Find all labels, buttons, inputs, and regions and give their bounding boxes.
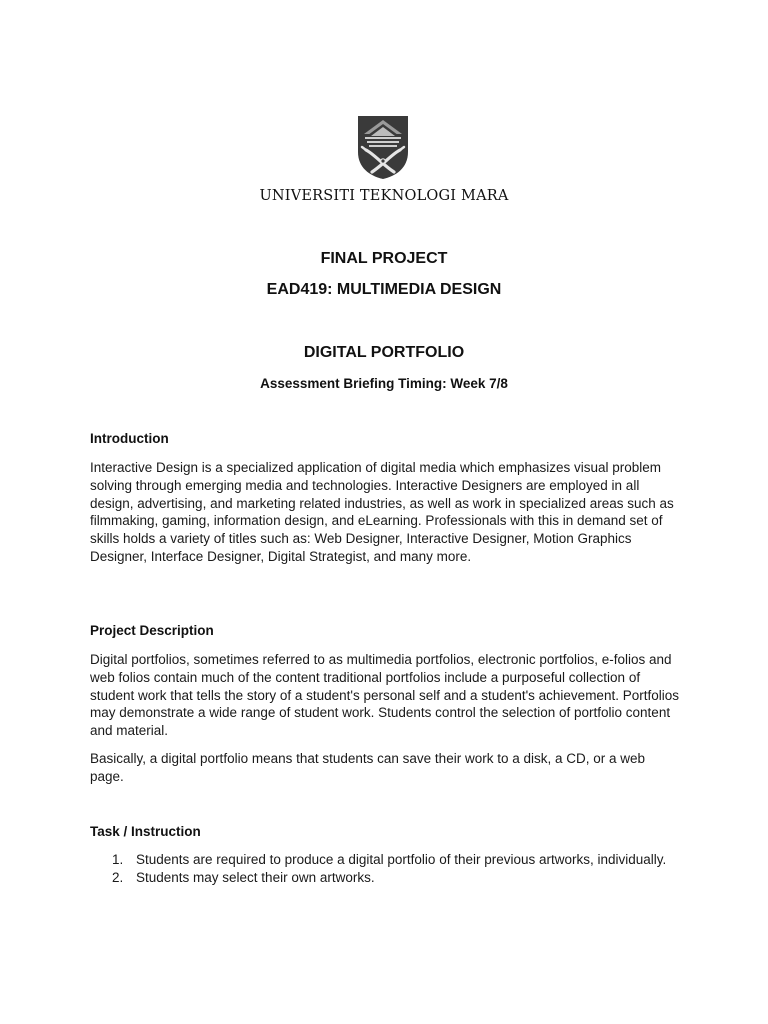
university-crest-logo xyxy=(356,114,410,180)
project-description-paragraph-1: Digital portfolios, sometimes referred to as multimedia portfolios, electronic portfolios, e-folios and web folios contain much of the content traditional portfolios include a purposeful collection of student work that tells the story of a student's personal self and a student's achievement. Portfolios may demonstrate a wide range of student work. Students control the selection of portfolio content and material. xyxy=(90,652,679,739)
task-instruction-heading: Task / Instruction xyxy=(90,824,201,839)
introduction-heading: Introduction xyxy=(90,431,169,446)
project-title: DIGITAL PORTFOLIO xyxy=(303,344,465,361)
document-title: FINAL PROJECT xyxy=(320,250,448,267)
assessment-timing: Assessment Briefing Timing: Week 7/8 xyxy=(260,376,508,391)
task-list xyxy=(90,851,680,886)
task-item xyxy=(90,869,680,887)
course-title: EAD419: MULTIMEDIA DESIGN xyxy=(266,281,502,298)
project-description-paragraph-2: Basically, a digital portfolio means that students can save their work to a disk, a CD, or a web page. xyxy=(90,751,646,784)
task-item-number: 2. xyxy=(112,869,124,885)
university-name: UNIVERSITI TEKNOLOGI MARA xyxy=(259,188,509,204)
project-description-heading: Project Description xyxy=(90,623,214,638)
task-item-text: Students may select their own artworks. xyxy=(136,869,375,885)
task-item-text: Students are required to produce a digital portfolio of their previous artworks, individually. xyxy=(136,852,667,867)
task-item xyxy=(90,851,680,869)
task-item-number: 1. xyxy=(112,852,124,867)
introduction-body: Interactive Design is a specialized application of digital media which emphasizes visual problem solving through emerging media and technologies. Interactive Designers are employed in all design, advertising, and marketing related industries, as well as work in specialized areas such as filmmaking, gaming, information design, and eLearning. Professionals with this in demand set of skills holds a variety of titles such as: Web Designer, Interactive Designer, Motion Graphics Designer, Interface Designer, Digital Strategist, and many more. xyxy=(90,460,674,564)
